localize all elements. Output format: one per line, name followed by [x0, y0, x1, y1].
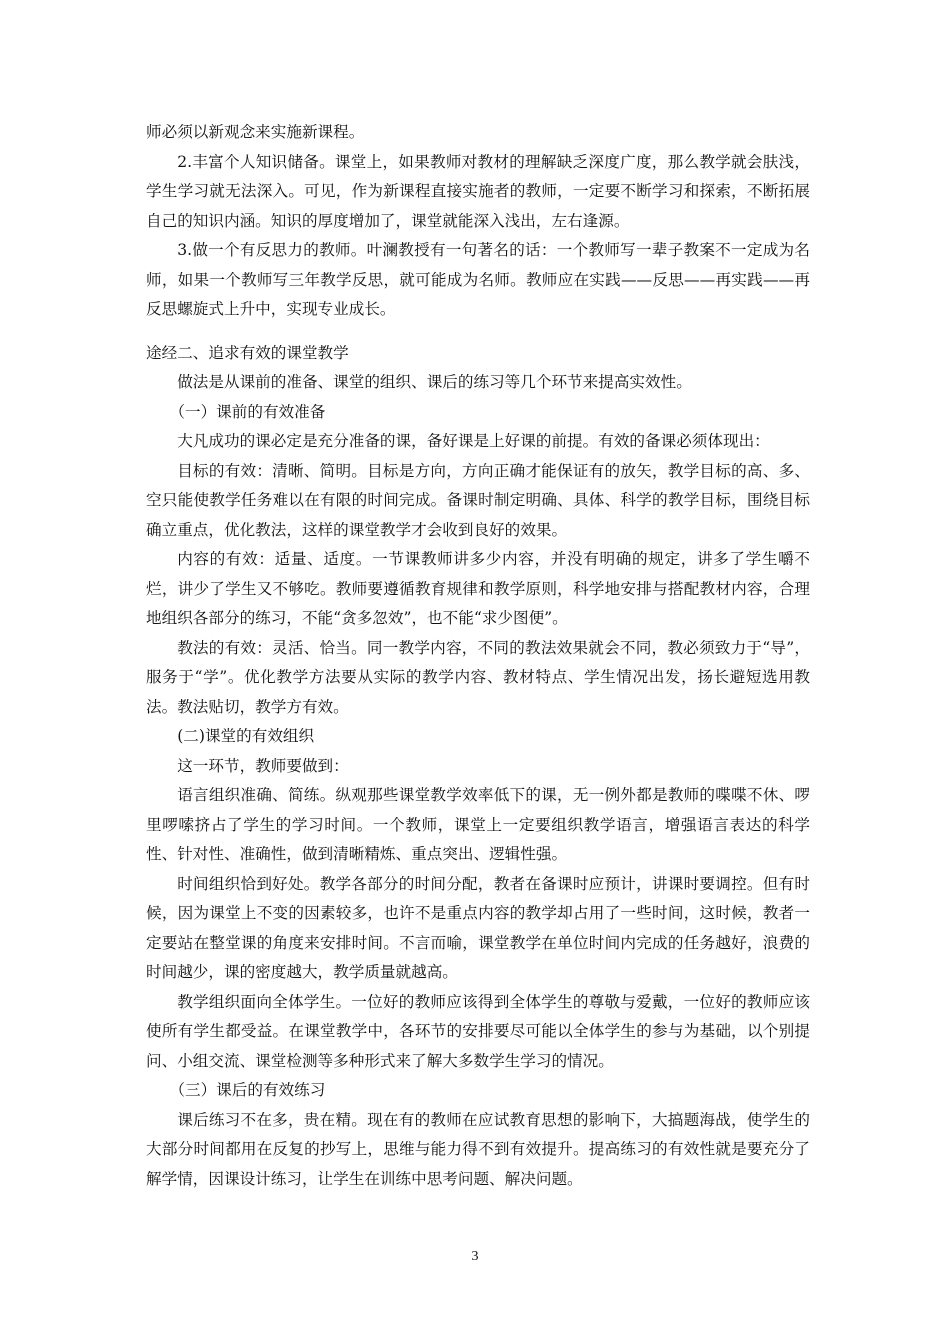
page-number: 3: [471, 1249, 479, 1264]
paragraph-goal-effectiveness: 目标的有效：清晰、简明。目标是方向，方向正确才能保证有的放矢，教学目标的高、多、空只能使教学任务难以在有限的时间完成。备课时制定明确、具体、科学的教学目标，围绕目标确立重点，优化教法，这样的课堂教学才会收到良好的效果。: [146, 461, 810, 539]
paragraph-organization-intro: 这一环节，教师要做到：: [177, 756, 349, 775]
paragraph-whole-class: 教学组织面向全体学生。一位好的教师应该得到全体学生的尊敬与爱戴，一位好的教师应该使所有学生都受益。在课堂教学中，各环节的安排要尽可能以全体学生的参与为基础，以个别提问、小组交流、课堂检测等多种形式来了解大多数学生学习的情况。: [146, 992, 810, 1070]
subheading-practice: （三）课后的有效练习: [169, 1081, 326, 1099]
paragraph-reflective-teacher: 3.做一个有反思力的教师。叶澜教授有一句著名的话：一个教师写一辈子教案不一定成为名师，如果一个教师写三年教学反思，就可能成为名师。教师应在实践——反思——再实践——再反思螺旋式上升中，实现专业成长。: [146, 241, 810, 318]
paragraph-time-organization: 时间组织恰到好处。教学各部分的时间分配，教者在备课时应预计，讲课时要调控。但有时候，因为课堂上不变的因素较多，也许不是重点内容的教学却占用了一些时间，这时候，教者一定要站在整堂课的角度来安排时间。不言而喻，课堂教学在单位时间内完成的任务越好，浪费的时间越少，课的密度越大，教学质量就越高。: [146, 874, 810, 981]
paragraph-method-overview: 做法是从课前的准备、课堂的组织、课后的练习等几个环节来提高实效性。: [177, 373, 692, 391]
paragraph-method-effectiveness: 教法的有效：灵活、恰当。同一教学内容，不同的教法效果就会不同，教必须致力于“导”，服务于“学”。优化教学方法要从实际的教学内容、教材特点、学生情况出发，扬长避短选用教法。教法贴切，教学方有效。: [146, 638, 810, 716]
paragraph-content-effectiveness: 内容的有效：适量、适度。一节课教师讲多少内容，并没有明确的规定，讲多了学生嚼不烂，讲少了学生又不够吃。教师要遵循教育规律和教学原则，科学地安排与搭配教材内容，合理地组织各部分的练习，不能“贪多忽效”，也不能“求少图便”。: [146, 550, 810, 627]
paragraph-practice: 课后练习不在多，贵在精。现在有的教师在应试教育思想的影响下，大搞题海战，使学生的大部分时间都用在反复的抄写上，思维与能力得不到有效提升。提高练习的有效性就是要充分了解学情，因课设计练习，让学生在训练中思考问题、解决问题。: [146, 1110, 810, 1188]
paragraph-knowledge-reserve: 2.丰富个人知识储备。课堂上，如果教师对教材的理解缺乏深度广度，那么教学就会肤浅，学生学习就无法深入。可见，作为新课程直接实施者的教师，一定要不断学习和探索，不断拓展自己的知识内涵。知识的厚度增加了，课堂就能深入浅出，左右逢源。: [146, 152, 810, 230]
subheading-organization: (二)课堂的有效组织: [177, 727, 315, 745]
paragraph-preparation-intro: 大凡成功的课必定是充分准备的课，备好课是上好课的前提。有效的备课必须体现出：: [177, 432, 770, 450]
document-body: [146, 118, 810, 1194]
paragraph-language-organization: 语言组织准确、简练。纵观那些课堂教学效率低下的课，无一例外都是教师的喋喋不休、啰里啰嗦挤占了学生的学习时间。一个教师，课堂上一定要组织教学语言，增强语言表达的科学性、针对性、准确性，做到清晰精炼、重点突出、逻辑性强。: [146, 786, 810, 863]
subheading-preparation: （一）课前的有效准备: [169, 402, 326, 421]
paragraph-continuation: 师必须以新观念来实施新课程。: [146, 123, 365, 141]
section-heading-path-two: 途经二、追求有效的课堂教学: [146, 343, 349, 362]
